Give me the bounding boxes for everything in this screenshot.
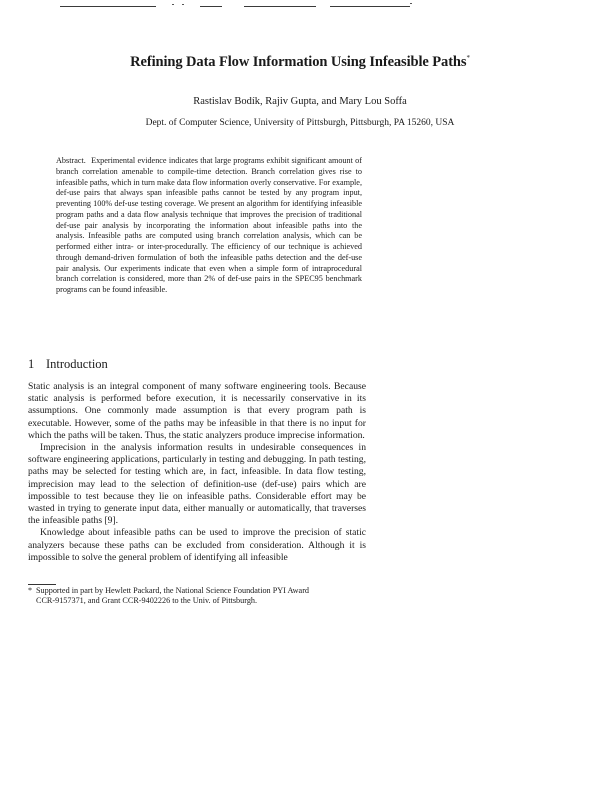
paper-authors: Rastislav Bodík, Rajiv Gupta, and Mary Lou Soffa [193,96,407,107]
paragraph: Imprecision in the analysis information results in undesirable consequences in software engineering applications, particularly in testing and debugging. In path testing, paths may be selected for testing which are, in fact, infeasible. In data flow testing, imprecision may lead to the selection of definition-use (def-use) pairs which are impossible to test because they lie on infeasible paths. Considerable effort may be wasted in trying to generate input data, either manually or automatically, that traverses the infeasible paths [9]. [28,442,366,527]
scan-artifact-line [60,6,156,7]
scan-artifact-line [244,6,316,7]
paragraph: Static analysis is an integral component of many software engineering tools. Because static analysis is performed before execution, it is necessarily conservative in its assumptions. One commonly made assumption is that every program path is executable. However, some of the paths may be infeasible in that there is no input for which the paths will be taken. Thus, the static analyzers produce imprecise information. [28,381,366,441]
footnote-line: CCR-9157371, and Grant CCR-9402226 to the Univ. of Pittsburgh. [36,596,258,606]
footnote-rule [28,584,56,585]
scan-artifact-dot [172,4,174,5]
section-number: 1 [28,357,35,371]
abstract-label: Abstract. [56,156,86,165]
paragraph: Knowledge about infeasible paths can be used to improve the precision of static analyzers because these paths can be excluded from consideration. Although it is impossible to solve the general problem of identifying all infeasible [28,527,366,563]
paper-title [0,54,600,71]
footnote [28,586,366,607]
section-title: Introduction [46,357,108,371]
paper-affiliation: Dept. of Computer Science, University of Pittsburgh, Pittsburgh, PA 15260, USA [145,118,455,128]
abstract-text: Experimental evidence indicates that large programs exhibit significant amount of branch correlation amenable to compile-time detection. Branch correlation gives rise to infeasible paths, which in turn make data flow information overly conservative. For example, def-use pairs that always span infeasible paths cannot be tested by any program input, preventing 100% def-use testing coverage. We present an algorithm for identifying infeasible program paths and a data flow analysis technique that improves the precision of traditional def-use pair analysis by incorporating the information about infeasible paths into the analysis. Infeasible paths are computed using branch correlation analysis, which can be performed either intra- or inter-procedurally. The efficiency of our technique is achieved through demand-driven formulation of both the infeasible paths detection and the def-use pair analysis. Our experiments indicate that even when a simple form of intraprocedural branch correlation is considered, more than 2% of def-use pairs in the SPEC95 benchmark programs can be found infeasible. [56,156,362,294]
scan-artifact-line [200,6,222,7]
abstract [56,156,362,296]
footnote-text-1: Supported in part by Hewlett Packard, the National Science Foundation PYI Award [36,586,310,595]
section-heading [28,357,108,372]
scan-artifact-line [330,6,410,7]
body-text [28,381,366,564]
title-footnote-mark: * [466,54,470,63]
footnote-mark: * [28,586,33,595]
paper-title-text: Refining Data Flow Information Using Infeasible Paths [130,54,467,70]
scan-artifact-dot [410,3,412,4]
footnote-line [28,586,366,596]
scan-artifact-dot [182,4,184,5]
